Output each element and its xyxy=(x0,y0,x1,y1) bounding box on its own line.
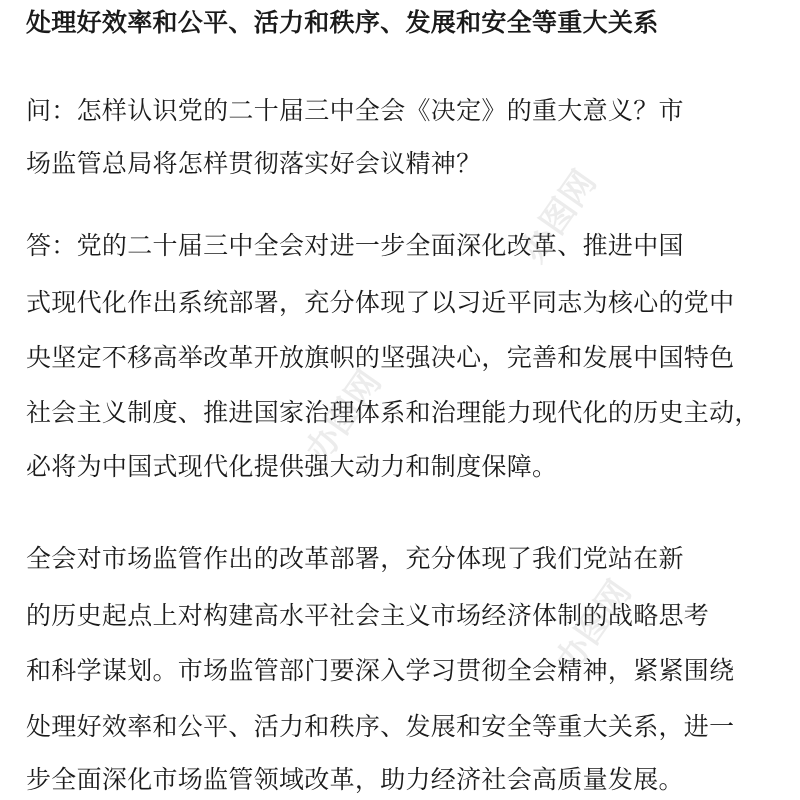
answer-line-4: 社会主义制度、推进国家治理体系和治理能力现代化的历史主动， xyxy=(26,398,760,427)
paragraph-line-5: 步全面深化市场监管领域改革，助力经济社会高质量发展。 xyxy=(26,765,684,794)
answer-line-2: 式现代化作出系统部署，充分体现了以习近平同志为核心的党中 xyxy=(26,288,735,317)
heading-line: 处理好效率和公平、活力和秩序、发展和安全等重大关系 xyxy=(26,8,659,37)
watermark: 办图网 xyxy=(298,363,390,470)
answer-line-5: 必将为中国式现代化提供强大动力和制度保障。 xyxy=(26,452,558,481)
watermark: 办图网 xyxy=(548,573,640,680)
paragraph-line-4: 处理好效率和公平、活力和秩序、发展和安全等重大关系，进一 xyxy=(26,712,735,741)
question-line-1: 问：怎样认识党的二十届三中全会《决定》的重大意义？市 xyxy=(26,96,684,125)
answer-line-3: 央坚定不移高举改革开放旗帜的坚强决心，完善和发展中国特色 xyxy=(26,343,735,372)
question-line-2: 场监管总局将怎样贯彻落实好会议精神？ xyxy=(26,149,482,178)
paragraph-line-3: 和科学谋划。市场监管部门要深入学习贯彻全会精神，紧紧围绕 xyxy=(26,656,735,685)
answer-line-1: 答：党的二十届三中全会对进一步全面深化改革、推进中国 xyxy=(26,231,684,260)
paragraph-line-2: 的历史起点上对构建高水平社会主义市场经济体制的战略思考 xyxy=(26,601,710,630)
watermark: 办图网 xyxy=(513,163,605,270)
paragraph-line-1: 全会对市场监管作出的改革部署，充分体现了我们党站在新 xyxy=(26,544,684,573)
